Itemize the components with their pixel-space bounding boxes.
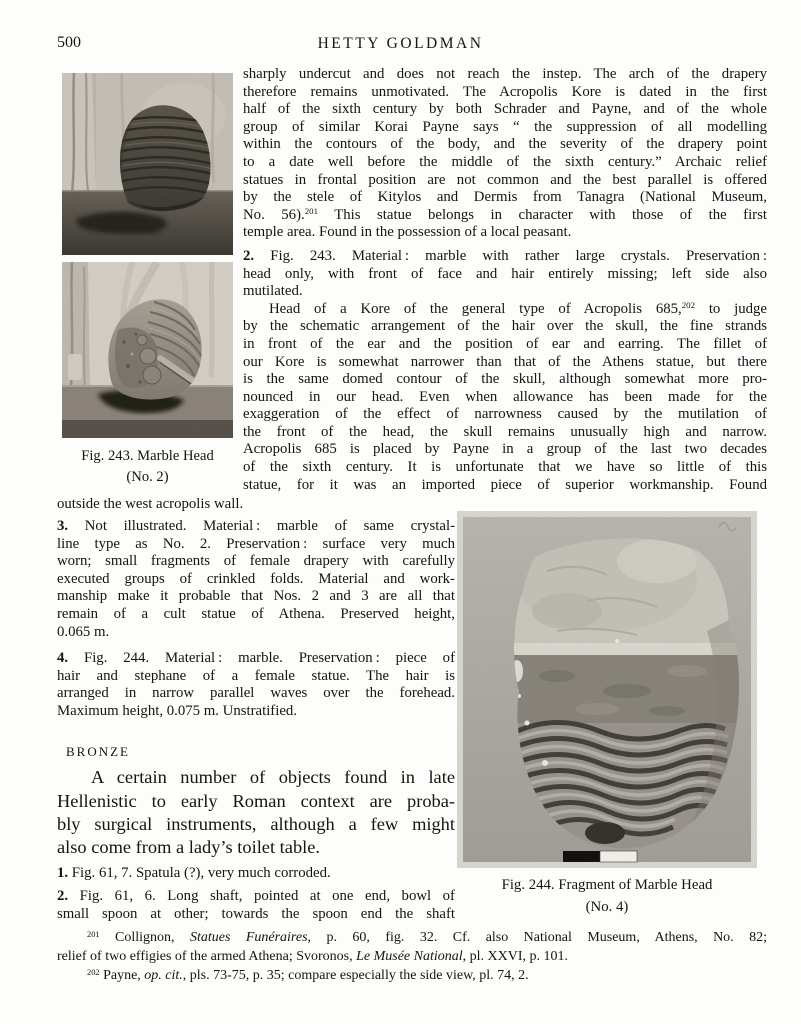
- catalog-item-2: 2. Fig. 243. Material : marble with rather large crystals. Preservation : head only, with front of face and hair entirely missing; left side also mutilated.: [243, 247, 767, 300]
- catalog-item-2-continued: Head of a Kore of the general type of Acropolis 685,$^{202}$ to judge by the schematic arrangement of the hair over the skull, the fine strands in front of the ear and the position of ear and earring. The fillet of our Kore is somewhat narrower than that of the Athens statue, but there is the same domed contour of the skull, although somewhat more pro- nounced in our head. Even when allowance has been made for the exaggeration of the effect of narrowness caused by the mutilation of the front of the head, the skull remains unusually high and narrow. Acropolis 685 is placed by Payne in a group of the last two decades of the sixth century. It is unfortunate that we have so little of this statue, for it was an imported piece of superior workmanship. Found: [243, 300, 767, 493]
- bronze-intro-paragraph: A certain number of objects found in late Hellenistic to early Roman context are proba- bly surgical instruments, although a few might also come from a lady’s toilet table.: [57, 767, 455, 858]
- page-number: 500: [57, 34, 81, 51]
- section-heading-bronze: BRONZE: [66, 743, 130, 759]
- left-column: [57, 518, 455, 924]
- footnote-202: $^{202}$ Payne, op. cit., pls. 73-75, p. 35; compare especially the side view, pl. 74, 2.: [87, 967, 529, 983]
- continuation-line: outside the west acropolis wall.: [57, 496, 244, 512]
- catalog-item-4: 4. Fig. 244. Material : marble. Preservation : piece of hair and stephane of a female statue. The hair is arranged in narrow parallel waves over the forehead. Maximum height, 0.075 m. Unstratified.: [57, 650, 455, 719]
- figure-243-caption-line1: Fig. 243. Marble Head: [81, 448, 214, 464]
- footnotes: [57, 928, 767, 985]
- footnote-201: $^{201}$ Collignon, Statues Funéraires, p. 60, fig. 32. Cf. also National Museum, Athens, No. 82; relief of two effigies of the armed Athena; Svoronos, Le Musée National, pl. XXVI, p. 101.: [57, 929, 768, 964]
- bronze-item-2: 2. Fig. 61, 6. Long shaft, pointed at one end, bowl of small spoon at other; towards the spoon end the shaft: [57, 888, 455, 922]
- figure-244-caption-line1: Fig. 244. Fragment of Marble Head: [501, 877, 713, 893]
- bronze-item-1: 1. Fig. 61, 7. Spatula (?), very much corroded.: [57, 864, 331, 881]
- figure-244: [457, 511, 757, 918]
- figure-243: [62, 73, 233, 488]
- figure-243-photo-side-view: [62, 262, 233, 438]
- figure-244-photo: [457, 511, 757, 868]
- figure-243-photo-back-view: [62, 73, 233, 255]
- running-title: HETTY GOLDMAN: [317, 35, 484, 52]
- figure-244-caption-line2: (No. 4): [585, 898, 629, 915]
- right-column: [243, 66, 767, 494]
- catalog-item-3: 3. Not illustrated. Material : marble of same crystal- line type as No. 2. Preservation : surface very much worn; small fragments of female drapery with carefully executed groups of crinkled folds. Material and work- manship make it probable that Nos. 2 and 3 are all that remain of a cult statue of Athena. Preserved height, 0.065 m.: [57, 518, 455, 640]
- paragraph-kore-drapery: sharply undercut and does not reach the instep. The arch of the drapery therefore remains unmotivated. The Acropolis Kore is dated in the first half of the sixth century by both Schrader and Payne, and of the whole group of similar Korai Payne says “ the suppression of all modelling within the contours of the body, and the severity of the drapery point to a date well before the middle of the sixth century.” Archaic relief statues in frontal position are not common and the best parallel is offered by the stele of Kitylos and Dermis from Tanagra (National Museum, No. 56).$^{201}$ This statue belongs in character with those of the first temple area. Found in the possession of a local peasant.: [243, 66, 767, 241]
- figure-243-caption-line2: (No. 2): [126, 469, 169, 485]
- figure-244-caption: [457, 875, 757, 918]
- figure-243-caption: [62, 446, 233, 488]
